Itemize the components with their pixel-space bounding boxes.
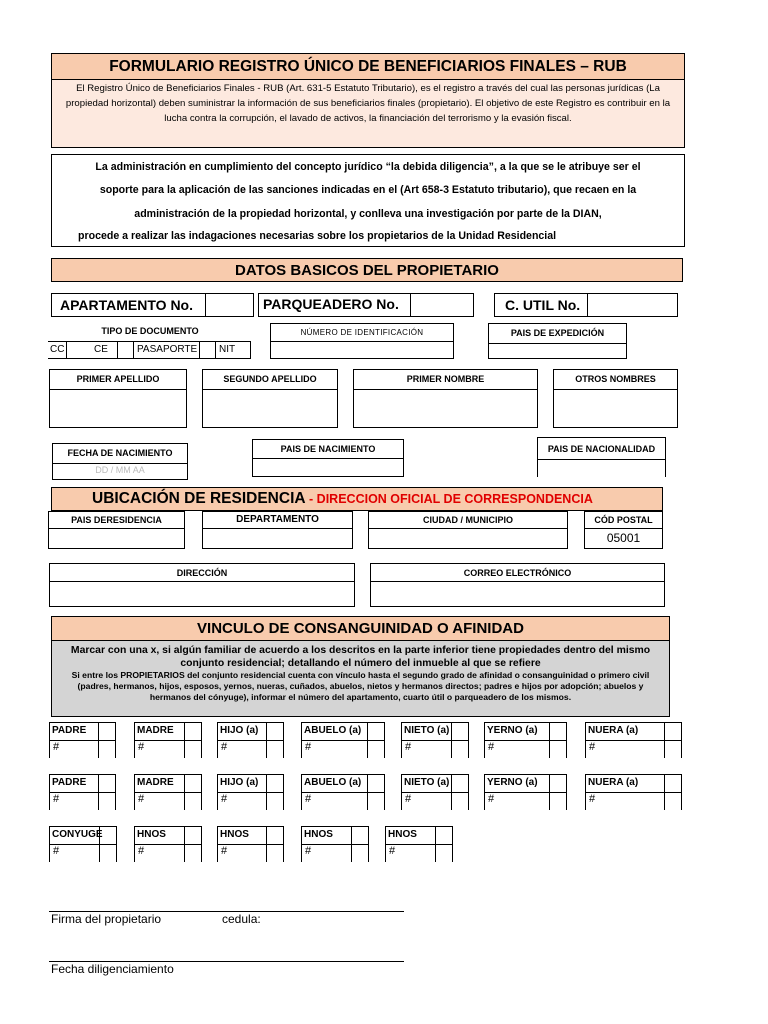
first-surname-label: PRIMER APELLIDO	[76, 374, 160, 384]
kinship-number-field[interactable]: #	[405, 741, 412, 753]
signature-label: Firma del propietario	[51, 912, 162, 926]
kinship-cell-yerno-a[interactable]	[484, 774, 567, 810]
kinship-label: ABUELO (a)	[304, 725, 362, 736]
owner-section-title: DATOS BASICOS DEL PROPIETARIO	[235, 262, 499, 279]
kinship-number-field[interactable]: #	[305, 741, 312, 753]
owner-section-header	[51, 258, 683, 282]
kinship-label: ABUELO (a)	[304, 777, 362, 788]
kinship-label: YERNO (a)	[487, 725, 538, 736]
kinship-cell-yerno-a[interactable]	[484, 722, 567, 758]
kinship-cell-hijo-a[interactable]	[217, 774, 284, 810]
other-names-field[interactable]	[553, 369, 678, 428]
address-field[interactable]	[49, 563, 355, 607]
kinship-label: NUERA (a)	[588, 725, 639, 736]
id-number-field[interactable]	[270, 323, 454, 359]
kinship-cell-padre[interactable]	[49, 722, 116, 758]
kinship-label: PADRE	[52, 777, 87, 788]
birth-date-field[interactable]	[52, 443, 188, 480]
date-label: Fecha diligenciamiento	[51, 962, 174, 976]
nationality-field[interactable]	[537, 437, 666, 477]
birth-date-placeholder: DD / MM AA	[95, 465, 145, 475]
id-label: cedula:	[222, 912, 261, 926]
address-label: DIRECCIÓN	[176, 568, 228, 578]
notice-line-4: procede a realizar las indagaciones necesarias sobre los propietarios de la Unidad Residencial	[78, 230, 557, 242]
util-label: C. UTIL No.	[505, 297, 581, 313]
residence-country-label: PAIS DERESIDENCIA	[71, 515, 162, 525]
kinship-label: NIETO (a)	[404, 777, 450, 788]
apartment-field[interactable]	[51, 293, 254, 317]
kinship-number-field[interactable]: #	[389, 845, 396, 857]
kinship-number-field[interactable]: #	[221, 845, 228, 857]
parking-label: PARQUEADERO No.	[263, 296, 399, 312]
email-label: CORREO ELECTRÓNICO	[463, 568, 572, 578]
second-surname-label: SEGUNDO APELLIDO	[223, 374, 317, 384]
first-surname-field[interactable]	[49, 369, 187, 428]
kinship-instructions	[51, 641, 670, 717]
id-number-label: NÚMERO DE IDENTIFICACIÓN	[300, 328, 424, 337]
kinship-cell-madre[interactable]	[134, 774, 202, 810]
kinship-cell-hnos[interactable]	[217, 826, 284, 862]
kinship-label: NUERA (a)	[588, 777, 639, 788]
doc-type-ce[interactable]: CE	[94, 344, 108, 355]
kinship-section-header	[51, 616, 670, 641]
other-names-label: OTROS NOMBRES	[575, 374, 656, 384]
doc-type-grid	[48, 341, 251, 359]
doc-type-label: TIPO DE DOCUMENTO	[101, 326, 199, 336]
parking-field[interactable]	[258, 293, 474, 317]
city-field[interactable]	[368, 511, 568, 549]
kinship-cell-nieto-a[interactable]	[401, 774, 469, 810]
kinship-number-field[interactable]: #	[53, 793, 60, 805]
residence-section-header	[51, 487, 663, 511]
residence-country-field[interactable]	[48, 511, 185, 549]
kinship-label: NIETO (a)	[404, 725, 450, 736]
kinship-label: HIJO (a)	[220, 777, 259, 788]
kinship-number-field[interactable]: #	[138, 793, 145, 805]
notice-line-1: La administración en cumplimiento del concepto jurídico “la debida diligencia”, a la que se le atribuye ser el	[95, 161, 641, 173]
doc-type-nit[interactable]: NIT	[219, 344, 236, 355]
kinship-detail-text: Si entre los PROPIETARIOS del conjunto residencial cuenta con vínculo hasta el segundo grado de afinidad o consanguinidad o primero civil (padres, hermanos, hijos, esposos, yernos, nueras, cuñados, abuelos, nietos y hermanos directos; padres e hijos por adopción; abuelos y hermanos del cónyuge), informar el número del apartamento, cuarto útil o parqueadero de los mismos.	[71, 670, 650, 702]
util-field[interactable]	[494, 293, 678, 317]
kinship-cell-hijo-a[interactable]	[217, 722, 284, 758]
kinship-cell-abuelo-a[interactable]	[301, 774, 385, 810]
postal-code-value: 05001	[606, 531, 641, 545]
kinship-cell-abuelo-a[interactable]	[301, 722, 385, 758]
kinship-label: HNOS	[388, 829, 417, 840]
doc-type-passport[interactable]: PASAPORTE	[137, 344, 198, 355]
form-title: FORMULARIO REGISTRO ÚNICO DE BENEFICIARIOS FINALES – RUB	[109, 58, 627, 75]
kinship-cell-madre[interactable]	[134, 722, 202, 758]
expedition-country-label: PAIS DE EXPEDICIÓN	[510, 328, 605, 338]
kinship-section-title: VINCULO DE CONSANGUINIDAD O AFINIDAD	[197, 620, 524, 637]
birth-date-label: FECHA DE NACIMIENTO	[67, 448, 173, 458]
kinship-number-field[interactable]: #	[488, 793, 495, 805]
email-field[interactable]	[370, 563, 665, 607]
notice-line-2: soporte para la aplicación de las sanciones indicadas en el (Art 658-3 Estatuto tributario), que recaen en la	[99, 184, 637, 196]
kinship-number-field[interactable]: #	[53, 741, 60, 753]
kinship-cell-nieto-a[interactable]	[401, 722, 469, 758]
kinship-cell-hnos[interactable]	[134, 826, 202, 862]
expedition-country-field[interactable]	[488, 323, 627, 359]
postal-code-label: CÓD POSTAL	[594, 515, 653, 525]
kinship-number-field[interactable]: #	[589, 793, 596, 805]
kinship-number-field[interactable]: #	[138, 741, 145, 753]
kinship-number-field[interactable]: #	[488, 741, 495, 753]
department-label: DEPARTAMENTO	[236, 514, 319, 525]
first-name-label: PRIMER NOMBRE	[406, 374, 485, 384]
kinship-label: HNOS	[220, 829, 249, 840]
kinship-label: CONYUGE	[52, 829, 103, 840]
kinship-number-field[interactable]: #	[221, 793, 228, 805]
kinship-label: HIJO (a)	[220, 725, 259, 736]
kinship-cell-hnos[interactable]	[385, 826, 453, 862]
department-field[interactable]	[202, 511, 353, 549]
kinship-label: MADRE	[137, 725, 174, 736]
kinship-number-field[interactable]: #	[221, 741, 228, 753]
birth-country-label: PAIS DE NACIMIENTO	[280, 444, 376, 454]
first-name-field[interactable]	[353, 369, 538, 428]
kinship-number-field[interactable]: #	[405, 793, 412, 805]
kinship-cell-nuera-a[interactable]	[585, 774, 682, 810]
second-surname-field[interactable]	[202, 369, 338, 428]
kinship-label: YERNO (a)	[487, 777, 538, 788]
nationality-label: PAIS DE NACIONALIDAD	[547, 444, 656, 454]
kinship-cell-padre[interactable]	[49, 774, 116, 810]
intro-box	[51, 80, 685, 148]
kinship-label: PADRE	[52, 725, 87, 736]
intro-text: El Registro Único de Beneficiarios Finales - RUB (Art. 631-5 Estatuto Tributario), es el registro a través del cual las personas jurídicas (La propiedad horizontal) deben suministrar la información de sus beneficiarios finales (propietario). El objetivo de este Registro es contribuir en la lucha contra la corrupción, el lavado de activos, la financiación del terrorismo y la evasión fiscal.	[65, 83, 671, 124]
city-label: CIUDAD / MUNICIPIO	[423, 515, 513, 525]
kinship-cell-nuera-a[interactable]	[585, 722, 682, 758]
kinship-label: MADRE	[137, 777, 174, 788]
birth-country-field[interactable]	[252, 439, 404, 477]
residence-section-title: UBICACIÓN DE RESIDENCIA - DIRECCION OFICIAL DE CORRESPONDENCIA	[92, 490, 593, 507]
kinship-number-field[interactable]: #	[138, 845, 145, 857]
kinship-number-field[interactable]: #	[305, 845, 312, 857]
postal-code-field[interactable]	[584, 511, 663, 549]
kinship-instruction-text: Marcar con una x, si algún familiar de acuerdo a los descritos en la parte inferior tiene propiedades dentro del mismo conjunto residencial; detallando el número del inmueble al que se refiere	[70, 645, 651, 669]
kinship-number-field[interactable]: #	[589, 741, 596, 753]
doc-type-cc[interactable]: CC	[50, 344, 65, 355]
kinship-number-field[interactable]: #	[305, 793, 312, 805]
kinship-cell-conyuge[interactable]	[49, 826, 117, 862]
notice-line-3: administración de la propiedad horizontal, y conlleva una investigación por parte de la DIAN,	[134, 208, 602, 220]
apartment-label: APARTAMENTO No.	[60, 297, 193, 313]
kinship-number-field[interactable]: #	[53, 845, 60, 857]
kinship-cell-hnos[interactable]	[301, 826, 369, 862]
kinship-label: HNOS	[304, 829, 333, 840]
form-title-bar	[51, 53, 685, 80]
notice-box	[51, 154, 685, 247]
kinship-label: HNOS	[137, 829, 166, 840]
